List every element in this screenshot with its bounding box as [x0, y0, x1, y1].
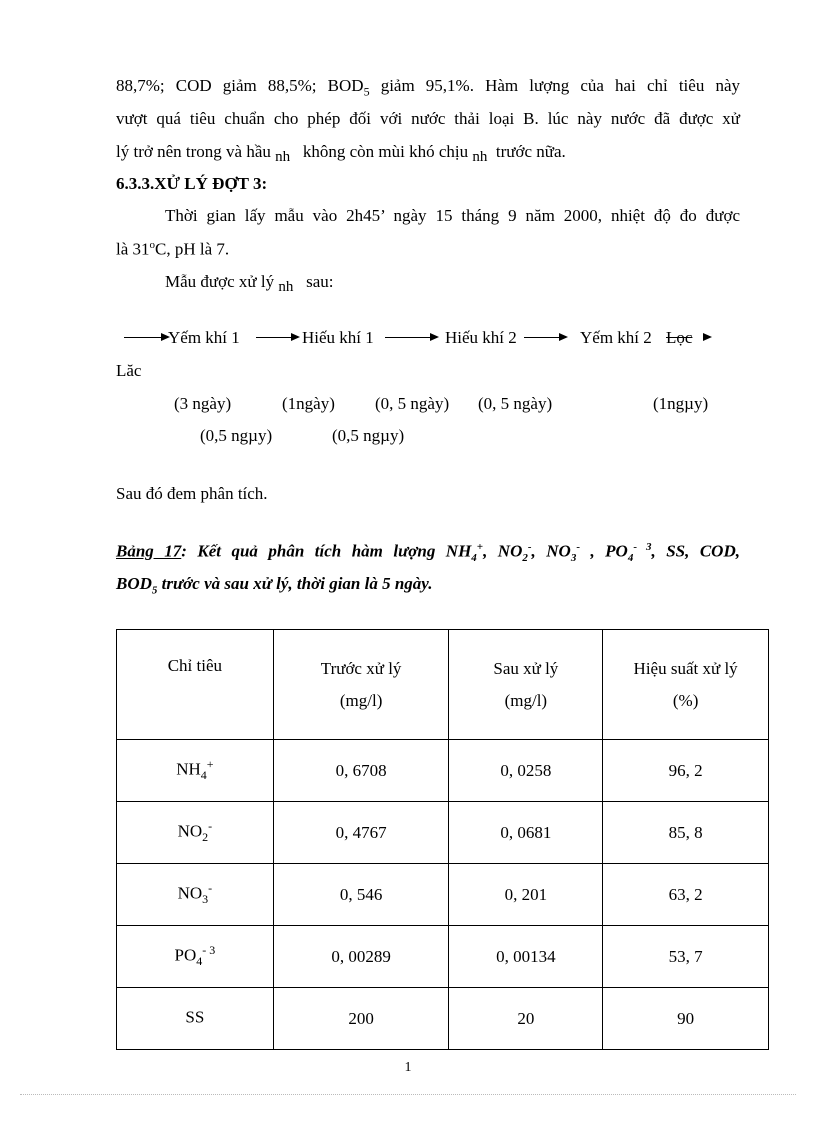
after-text: Sau đó đem phân tích.: [116, 484, 268, 503]
table-cell: SS: [117, 988, 274, 1050]
para2-line2: là 31$^o$C, pH là 7.: [116, 239, 230, 259]
para1-line3: lý trở nên trong và hầu nh không còn mùi khó chịu nh trước nữa.: [116, 142, 566, 165]
flow-step-1: Yếm khí 1: [168, 328, 240, 347]
table-cell: $PO_4^{- 3}$: [117, 926, 274, 988]
para2-line1: Thời gian lấy mẫu vào 2h45’ ngày 15 tháng 9 năm 2000, nhiệt độ đo được: [165, 206, 740, 225]
table-header-cell: Hiệu suất xử lý (%): [603, 630, 769, 740]
flow-duration: (0,5 ngµy): [200, 426, 273, 445]
flow-arrow: [524, 337, 566, 338]
table-header-row: [117, 630, 769, 740]
table-cell: 85, 8: [603, 802, 769, 864]
table-header-cell: Chỉ tiêu: [117, 630, 274, 740]
table-row: [117, 864, 769, 926]
flow-duration: (1ngày): [282, 394, 335, 413]
table-cell: 63, 2: [603, 864, 769, 926]
table-cell: 200: [273, 988, 449, 1050]
flow-step-3: Hiếu khí 2: [445, 328, 517, 347]
table-row: [117, 988, 769, 1050]
table-cell: 0, 546: [273, 864, 449, 926]
table-cell: 0, 00289: [273, 926, 449, 988]
table-cell: 0, 0681: [449, 802, 603, 864]
para1-line1: 88,7%; COD giảm 88,5%; $BOD_5$ giảm 95,1%. Hàm lượng của hai chỉ tiêu này: [116, 76, 740, 99]
flow-step-6: Lăc: [116, 361, 142, 380]
flow-arrow: [680, 337, 710, 338]
table-cell: 0, 4767: [273, 802, 449, 864]
table-caption-line1: Bảng 17: Kết quả phân tích hàm lượng $NH_4^+$, $NO_2^-$, $NO_3^-$ , $PO_4^{- 3}$, SS, COD,: [116, 541, 740, 565]
flow-arrow: [124, 337, 168, 338]
flow-duration: (0, 5 ngày): [478, 394, 553, 413]
flow-duration: (0,5 ngµy): [332, 426, 405, 445]
table-row: [117, 926, 769, 988]
results-table: [116, 629, 769, 1050]
para3: Mẫu được xử lý nh sau:: [165, 272, 334, 295]
flow-step-2: Hiếu khí 1: [302, 328, 374, 347]
flow-arrow: [385, 337, 437, 338]
table-row: [117, 802, 769, 864]
table-cell: 0, 0258: [449, 740, 603, 802]
para1-line2: vượt quá tiêu chuẩn cho phép đối với nước thải loại B. lúc này nước đã được xử: [116, 109, 740, 128]
table-cell: 0, 6708: [273, 740, 449, 802]
section-heading: 6.3.3.XỬ LÝ ĐỢT 3:: [116, 174, 268, 193]
flow-duration: (3 ngày): [174, 394, 232, 413]
flow-step-4: Yếm khí 2: [580, 328, 652, 347]
table-caption-line2: $BOD_5$ trước và sau xử lý, thời gian là 5 ngày.: [116, 574, 433, 597]
table-cell: $NH_4^+$: [117, 740, 274, 802]
table-cell: 90: [603, 988, 769, 1050]
table-row: [117, 740, 769, 802]
page-bottom-divider: [20, 1094, 796, 1095]
flow-duration: (0, 5 ngày): [375, 394, 450, 413]
table-cell: 20: [449, 988, 603, 1050]
table-cell: 96, 2: [603, 740, 769, 802]
table-cell: 0, 00134: [449, 926, 603, 988]
table-cell: $NO_2^-$: [117, 802, 274, 864]
table-cell: 0, 201: [449, 864, 603, 926]
flow-arrow: [256, 337, 298, 338]
table-cell: $NO_3^-$: [117, 864, 274, 926]
page-number: 1: [404, 1060, 412, 1075]
flow-step-5: Lọc: [666, 328, 693, 347]
table-cell: 53, 7: [603, 926, 769, 988]
table-header-cell: Trước xử lý (mg/l): [273, 630, 449, 740]
flow-duration: (1ngµy): [653, 394, 709, 413]
table-header-cell: Sau xử lý (mg/l): [449, 630, 603, 740]
